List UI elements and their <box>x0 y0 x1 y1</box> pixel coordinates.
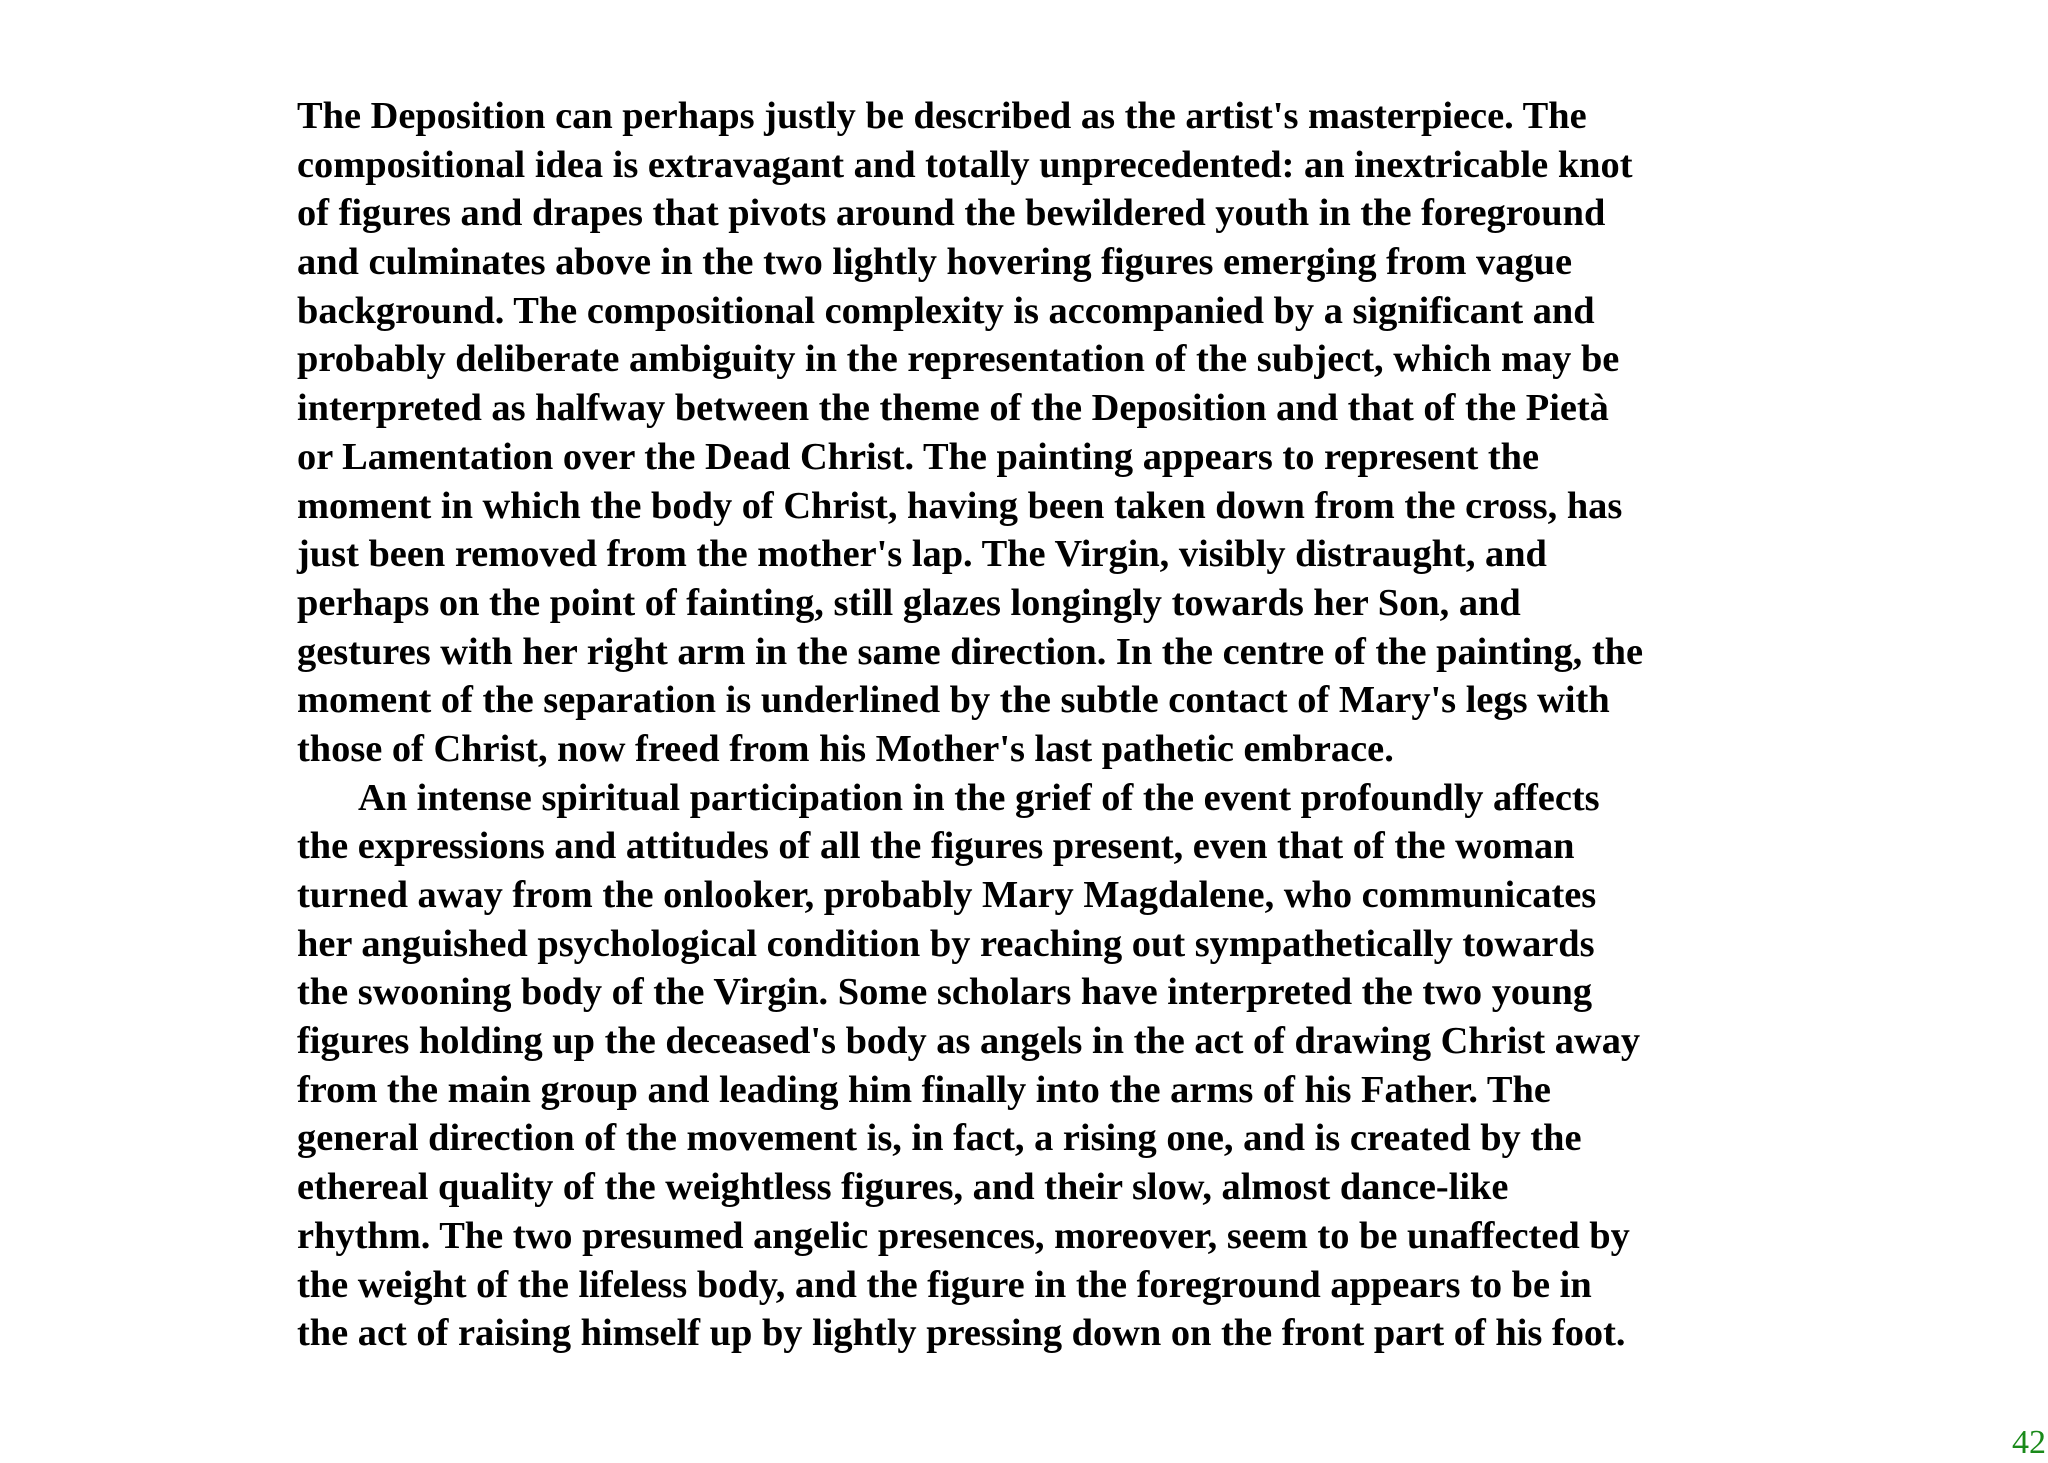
text-line: ethereal quality of the weightless figures, and their slow, almost dance-like <box>297 1166 1509 1209</box>
text-line: the act of raising himself up by lightly pressing down on the front part of his foot. <box>297 1312 1626 1355</box>
text-line: or Lamentation over the Dead Christ. The painting appears to represent the <box>297 435 1539 478</box>
text-line: general direction of the movement is, in fact, a rising one, and is created by the <box>297 1117 1582 1160</box>
text-line: the swooning body of the Virgin. Some scholars have interpreted the two young <box>297 971 1593 1014</box>
text-line: gestures with her right arm in the same direction. In the centre of the painting, the <box>297 630 1644 673</box>
text-line: moment in which the body of Christ, having been taken down from the cross, has <box>297 484 1623 527</box>
text-line: perhaps on the point of fainting, still glazes longingly towards her Son, and <box>297 581 1521 624</box>
paragraph-2 <box>297 774 1737 1358</box>
text-line: turned away from the onlooker, probably Mary Magdalene, who communicates <box>297 874 1597 916</box>
text-line: moment of the separation is underlined by the subtle contact of Mary's legs with <box>297 679 1610 722</box>
text-line: An intense spiritual participation in the grief of the event profoundly affects <box>358 776 1600 819</box>
text-line: the expressions and attitudes of all the figures present, even that of the woman <box>297 825 1575 868</box>
text-line: and culminates above in the two lightly hovering figures emerging from vague <box>297 241 1573 284</box>
page-number: 42 <box>2012 1424 2046 1461</box>
text-line: probably deliberate ambiguity in the representation of the subject, which may be <box>297 338 1620 381</box>
text-line: of figures and drapes that pivots around the bewildered youth in the foreground <box>297 192 1606 235</box>
text-line: the weight of the lifeless body, and the figure in the foreground appears to be in <box>297 1263 1592 1306</box>
text-line: from the main group and leading him finally into the arms of his Father. The <box>297 1068 1551 1111</box>
text-line: compositional idea is extravagant and totally unprecedented: an inextricable knot <box>297 143 1633 186</box>
text-line: figures holding up the deceased's body as angels in the act of drawing Christ away <box>297 1020 1641 1063</box>
page-body <box>297 92 1737 1358</box>
text-line: her anguished psychological condition by reaching out sympathetically towards <box>297 922 1595 965</box>
text-line: rhythm. The two presumed angelic presences, moreover, seem to be unaffected by <box>297 1214 1630 1257</box>
paragraph-1 <box>297 92 1737 774</box>
text-line: The Deposition can perhaps justly be described as the artist's masterpiece. The <box>297 95 1587 137</box>
text-line: those of Christ, now freed from his Mother's last pathetic embrace. <box>297 727 1394 770</box>
text-line: background. The compositional complexity is accompanied by a significant and <box>297 289 1595 332</box>
text-line: interpreted as halfway between the theme of the Deposition and that of the Pietà <box>297 387 1609 430</box>
text-line: just been removed from the mother's lap. The Virgin, visibly distraught, and <box>297 533 1547 576</box>
